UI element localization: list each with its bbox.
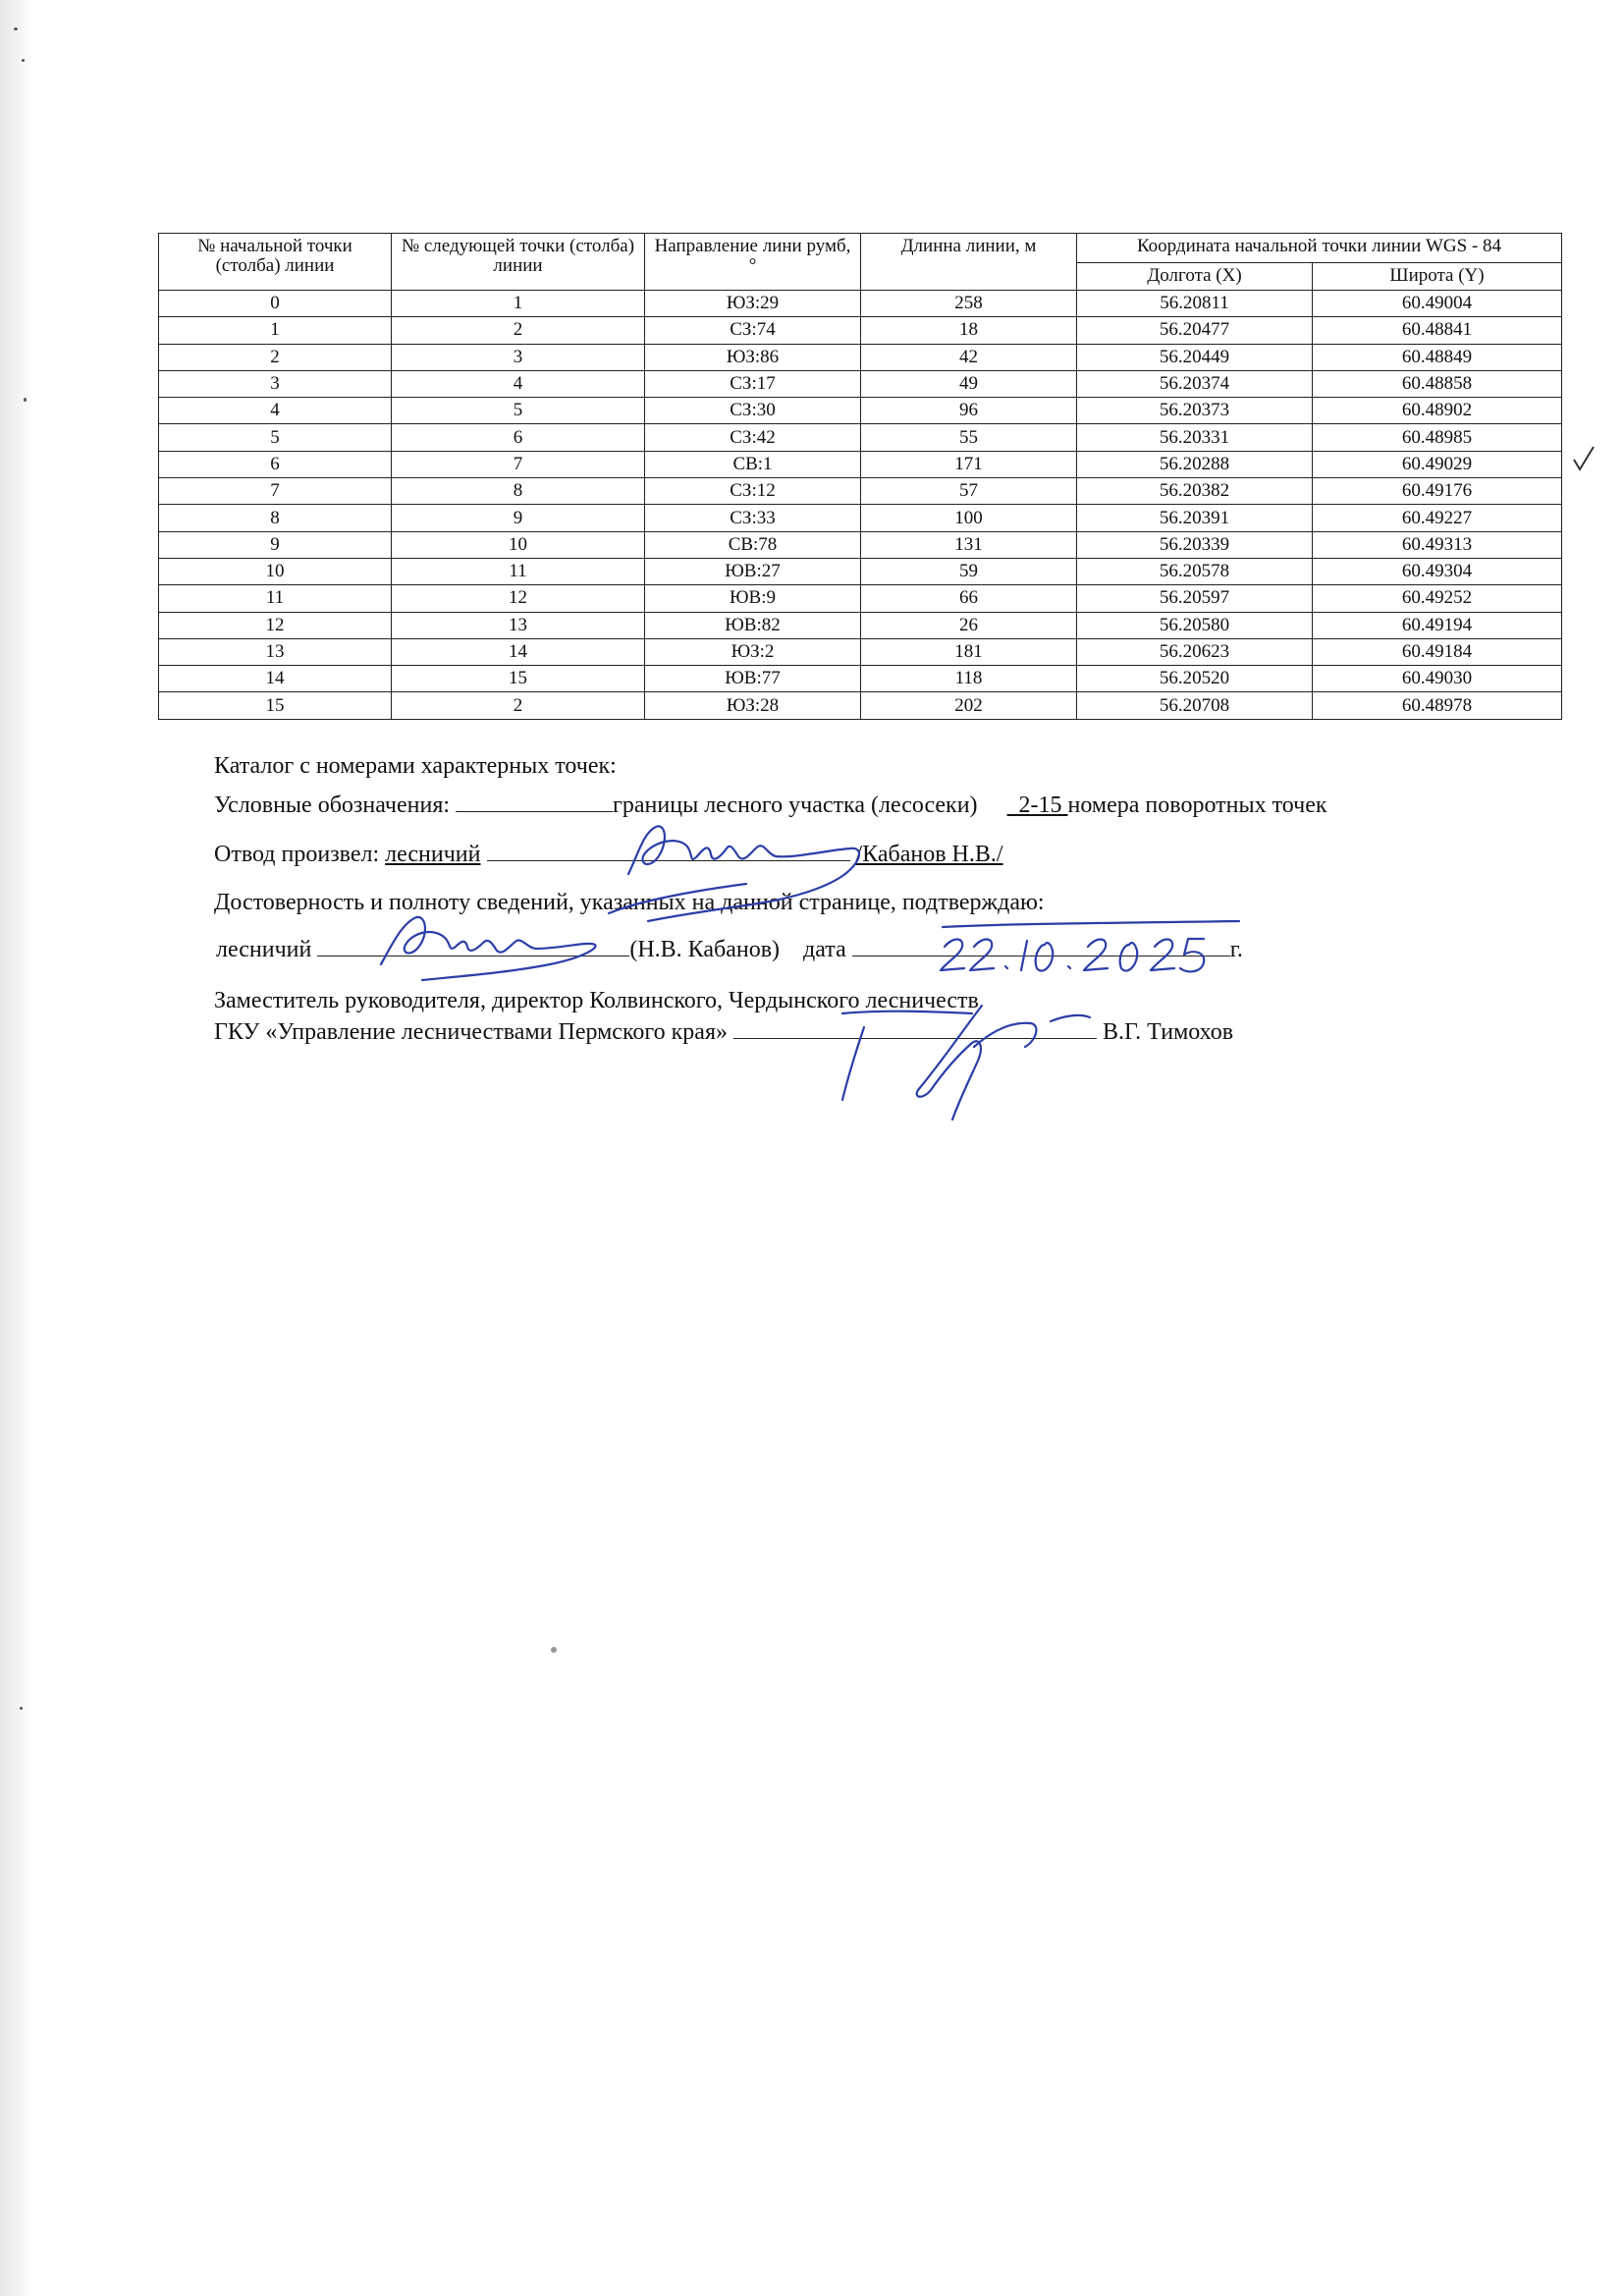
cell-next-point: 9 [392, 505, 645, 531]
cell-next-point: 2 [392, 692, 645, 719]
cell-latitude: 60.49304 [1313, 558, 1562, 584]
cell-start-point: 10 [159, 558, 392, 584]
cell-next-point: 15 [392, 666, 645, 692]
header-latitude: Широта (Y) [1313, 263, 1562, 291]
cell-next-point: 13 [392, 612, 645, 638]
cell-next-point: 12 [392, 585, 645, 612]
allotment-role: лесничий [385, 842, 481, 867]
year-suffix: г. [1229, 937, 1243, 962]
allotment-label: Отвод произвел: [214, 842, 380, 867]
cell-latitude: 60.49176 [1313, 478, 1562, 505]
cell-start-point: 11 [159, 585, 392, 612]
cell-length: 18 [861, 317, 1077, 344]
cell-longitude: 56.20708 [1077, 692, 1313, 719]
cell-direction: СЗ:74 [645, 317, 861, 344]
confirm-text: Достоверность и полноту сведений, указанных на данной странице, подтверждаю: [214, 890, 1045, 915]
date-handwritten [941, 939, 1204, 971]
cell-length: 100 [861, 505, 1077, 531]
cell-length: 49 [861, 370, 1077, 397]
header-direction: Направление лини румб, ° [645, 234, 861, 291]
cell-direction: ЮЗ:86 [645, 344, 861, 370]
cell-longitude: 56.20288 [1077, 451, 1313, 477]
cell-start-point: 1 [159, 317, 392, 344]
legend-points-range: 2-15 [1018, 793, 1062, 818]
cell-latitude: 60.49313 [1313, 531, 1562, 558]
cell-direction: СЗ:17 [645, 370, 861, 397]
org-name: ГКУ «Управление лесничествами Пермского края» [214, 1019, 728, 1045]
deputy-name: В.Г. Тимохов [1102, 1019, 1234, 1045]
cell-length: 26 [861, 612, 1077, 638]
legend-label: Условные обозначения: [214, 793, 451, 818]
cell-start-point: 15 [159, 692, 392, 719]
cell-direction: СЗ:33 [645, 505, 861, 531]
cell-length: 258 [861, 291, 1077, 317]
cell-latitude: 60.49004 [1313, 291, 1562, 317]
cell-start-point: 8 [159, 505, 392, 531]
cell-latitude: 60.49030 [1313, 666, 1562, 692]
cell-length: 59 [861, 558, 1077, 584]
sign-role: лесничий [216, 937, 312, 962]
cell-next-point: 14 [392, 638, 645, 665]
cell-next-point: 7 [392, 451, 645, 477]
cell-start-point: 2 [159, 344, 392, 370]
allotment-name: /Кабанов Н.В./ [855, 842, 1003, 867]
cell-longitude: 56.20578 [1077, 558, 1313, 584]
cell-latitude: 60.49029 [1313, 451, 1562, 477]
cell-direction: ЮВ:9 [645, 585, 861, 612]
cell-length: 42 [861, 344, 1077, 370]
cell-longitude: 56.20520 [1077, 666, 1313, 692]
catalog-title: Каталог с номерами характерных точек: [214, 753, 617, 779]
header-coordinates-group: Координата начальной точки линии WGS - 84 [1077, 234, 1562, 263]
cell-length: 181 [861, 638, 1077, 665]
cell-next-point: 1 [392, 291, 645, 317]
cell-longitude: 56.20374 [1077, 370, 1313, 397]
sign-name: (Н.В. Кабанов) [629, 937, 781, 962]
cell-longitude: 56.20477 [1077, 317, 1313, 344]
cell-start-point: 12 [159, 612, 392, 638]
cell-longitude: 56.20580 [1077, 612, 1313, 638]
cell-longitude: 56.20449 [1077, 344, 1313, 370]
cell-next-point: 10 [392, 531, 645, 558]
cell-start-point: 5 [159, 424, 392, 451]
cell-longitude: 56.20391 [1077, 505, 1313, 531]
cell-direction: СВ:78 [645, 531, 861, 558]
cell-next-point: 6 [392, 424, 645, 451]
cell-latitude: 60.48841 [1313, 317, 1562, 344]
cell-start-point: 7 [159, 478, 392, 505]
cell-start-point: 13 [159, 638, 392, 665]
cell-next-point: 3 [392, 344, 645, 370]
cell-start-point: 0 [159, 291, 392, 317]
cell-length: 66 [861, 585, 1077, 612]
cell-next-point: 8 [392, 478, 645, 505]
cell-latitude: 60.49184 [1313, 638, 1562, 665]
cell-start-point: 9 [159, 531, 392, 558]
cell-longitude: 56.20811 [1077, 291, 1313, 317]
cell-direction: СЗ:12 [645, 478, 861, 505]
cell-latitude: 60.49252 [1313, 585, 1562, 612]
deputy-line: Заместитель руководителя, директор Колвинского, Чердынского лесничеств [214, 988, 979, 1013]
cell-length: 118 [861, 666, 1077, 692]
cell-longitude: 56.20373 [1077, 398, 1313, 424]
cell-start-point: 4 [159, 398, 392, 424]
cell-direction: СВ:1 [645, 451, 861, 477]
cell-longitude: 56.20339 [1077, 531, 1313, 558]
cell-start-point: 14 [159, 666, 392, 692]
cell-direction: ЮЗ:29 [645, 291, 861, 317]
cell-direction: ЮВ:82 [645, 612, 861, 638]
header-next-point: № следующей точки (столба) линии [392, 234, 645, 291]
cell-length: 96 [861, 398, 1077, 424]
cell-length: 202 [861, 692, 1077, 719]
cell-direction: СЗ:30 [645, 398, 861, 424]
cell-latitude: 60.48858 [1313, 370, 1562, 397]
cell-latitude: 60.48985 [1313, 424, 1562, 451]
signature-forester-2 [381, 917, 596, 980]
cell-length: 131 [861, 531, 1077, 558]
cell-latitude: 60.48849 [1313, 344, 1562, 370]
cell-direction: СЗ:42 [645, 424, 861, 451]
cell-direction: ЮЗ:2 [645, 638, 861, 665]
cell-length: 55 [861, 424, 1077, 451]
header-length: Длинна линии, м [861, 234, 1077, 291]
cell-latitude: 60.48978 [1313, 692, 1562, 719]
date-label: дата [803, 937, 846, 962]
signature-deputy [842, 1006, 1090, 1120]
cell-length: 57 [861, 478, 1077, 505]
legend-points-text: номера поворотных точек [1067, 793, 1327, 818]
cell-longitude: 56.20623 [1077, 638, 1313, 665]
header-longitude: Долгота (X) [1077, 263, 1313, 291]
cell-direction: ЮВ:27 [645, 558, 861, 584]
legend-boundary-text: границы лесного участка (лесосеки) [613, 793, 978, 818]
cell-next-point: 11 [392, 558, 645, 584]
signature-forester-1 [628, 826, 859, 921]
cell-longitude: 56.20331 [1077, 424, 1313, 451]
cell-latitude: 60.49194 [1313, 612, 1562, 638]
cell-next-point: 5 [392, 398, 645, 424]
cell-next-point: 4 [392, 370, 645, 397]
cell-start-point: 3 [159, 370, 392, 397]
cell-next-point: 2 [392, 317, 645, 344]
cell-latitude: 60.48902 [1313, 398, 1562, 424]
cell-longitude: 56.20382 [1077, 478, 1313, 505]
cell-longitude: 56.20597 [1077, 585, 1313, 612]
cell-direction: ЮЗ:28 [645, 692, 861, 719]
date-underline-ink [943, 921, 1239, 927]
cell-direction: ЮВ:77 [645, 666, 861, 692]
cell-start-point: 6 [159, 451, 392, 477]
cell-latitude: 60.49227 [1313, 505, 1562, 531]
cell-length: 171 [861, 451, 1077, 477]
header-start-point: № начальной точки (столба) линии [159, 234, 392, 291]
